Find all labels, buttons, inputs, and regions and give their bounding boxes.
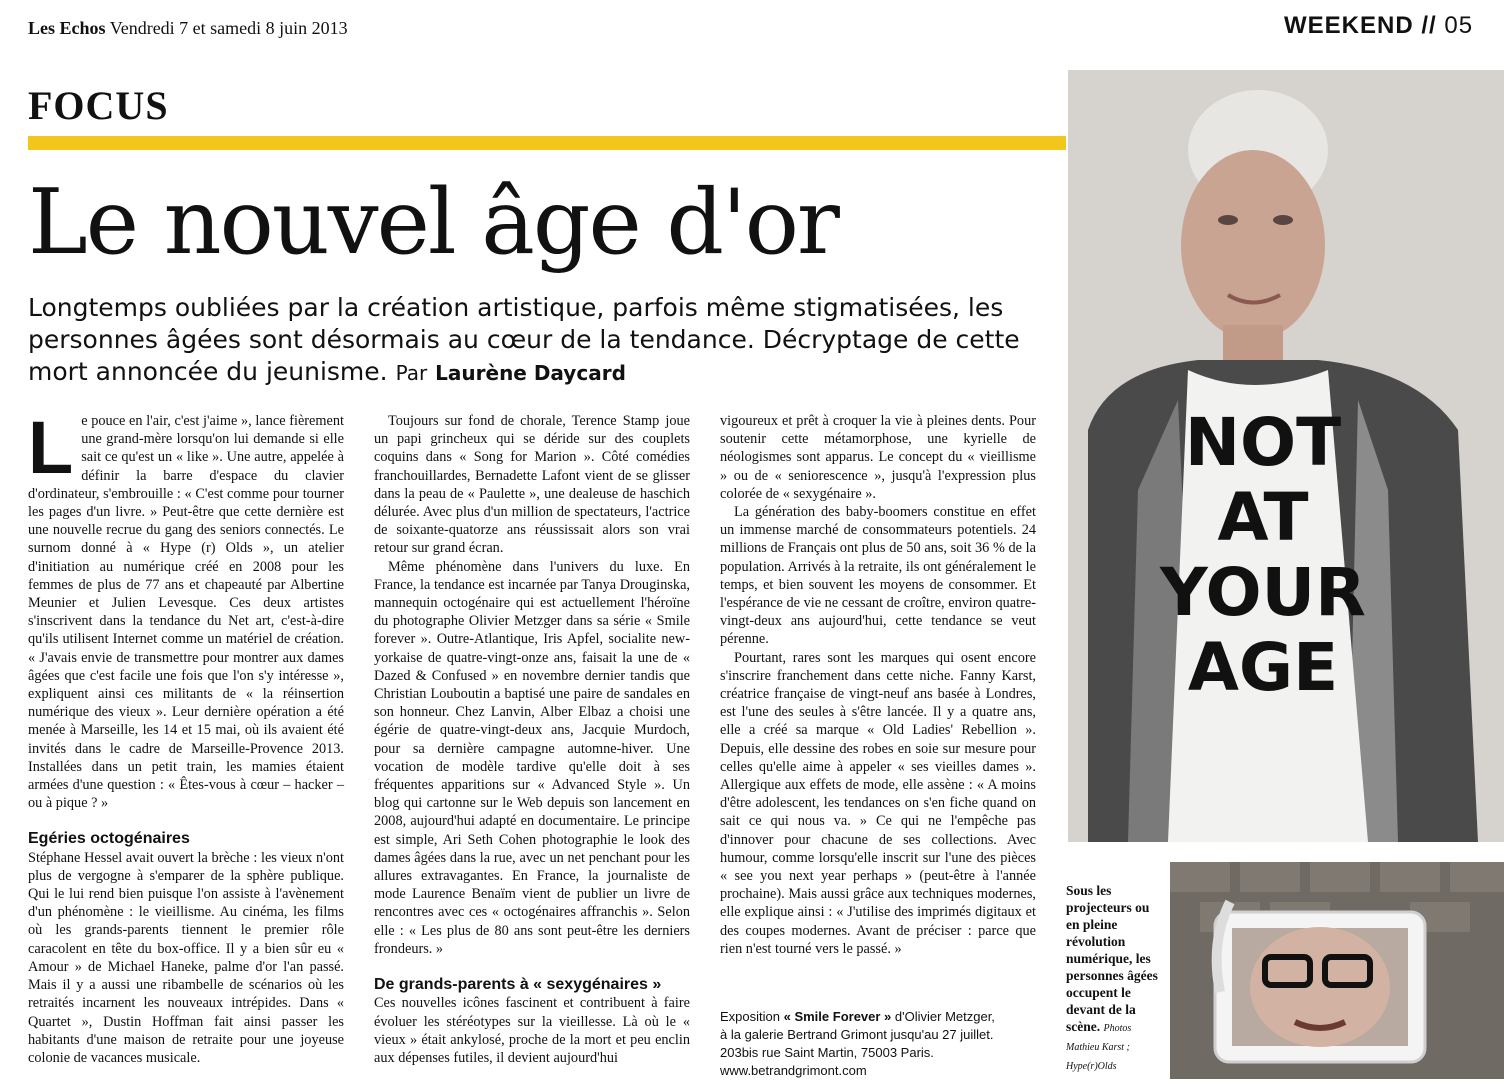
box-text: Exposition xyxy=(720,1009,780,1024)
caption-text: Sous les projecteurs ou en pleine révolution numérique, les personnes âgées occupent le devant de la scène. xyxy=(1066,883,1158,1034)
paragraph: vigoureux et prêt à croquer la vie à pleines dents. Pour soutenir cette métamorphose, une kyrielle de néologismes sont apparus. Le concept du « vieillisme » ou de « seniorescence », jusqu'à l'expression plus colorée de « sexygénaire ». xyxy=(720,413,1036,502)
drop-cap: L xyxy=(28,406,74,489)
article-title: Le nouvel âge d'or xyxy=(28,170,838,275)
photo-credit: Photos Mathieu Karst ; Hype(r)Olds xyxy=(1066,1023,1132,1072)
shirt-text: NOT xyxy=(1184,404,1342,481)
section-header xyxy=(1284,12,1473,40)
column-1 xyxy=(28,406,344,1077)
paper-name: Les Echos xyxy=(28,18,106,38)
photo-woman-tshirt xyxy=(1068,70,1504,842)
shirt-text: AT xyxy=(1217,479,1309,556)
photo-woman-tablet xyxy=(1170,862,1504,1079)
photo-illustration xyxy=(1068,70,1504,842)
photo-caption xyxy=(1066,882,1166,1075)
column-2 xyxy=(374,412,690,1077)
byline-prefix: Par xyxy=(395,361,428,385)
rubric: FOCUS xyxy=(28,83,169,128)
box-text: à la galerie Bertrand Grimont jusqu'au 27 juillet. xyxy=(720,1027,994,1042)
subheading: Egéries octogénaires xyxy=(28,830,190,848)
column-3 xyxy=(720,412,1036,957)
shirt-text: YOUR xyxy=(1160,554,1366,631)
paragraph-text: e pouce en l'air, c'est j'aime », lance fièrement une grand-mère lorsqu'on lui demande si elle sait ce qu'est un « like ». Une autre, appelée à définir la barre d'espace du clavier d'ordinateur, s'embrouille : « C'est comme pour tourner les pages d'un livre. » Peut-être que cette dernière est une nouvelle recrue du gang des seniors connectés. Le surnom donné à « Hype (r) Olds », un atelier d'initiation au numérique créé en 2008 pour les femmes de plus de 77 ans et chapeauté par Albertine Meunier et Julien Levesque. Ces deux artistes s'inscrivent dans la tendance du Net art, c'est-à-dire qu'ils utilisent Internet comme un matériel de création. « J'avais envie de transmettre pour montrer aux dames âgées que c'est facile une fois que l'on s'y intéresse », expliquent ainsi ces militants de « la réinsertion numérique des vieux ». Leur dernière opération a été menée à Marseille, les 14 et 15 mai, où ils avaient été invités dans le cadre de Marseille-Provence 2013. Installées dans un petit train, les mamies étaient armées d'une question : « Êtes-vous à cœur – hacker – ou à pique ? » xyxy=(28,413,344,812)
paragraph: Ces nouvelles icônes fascinent et contribuent à faire évoluer les stéréotypes sur la vieillesse. Là où le « vieux » était ankylosé, proche de la mort et peu enclin aux dépenses futiles, il devient aujourd'hui xyxy=(374,995,690,1066)
box-text: d'Olivier Metzger, xyxy=(894,1009,995,1024)
paragraph: La génération des baby-boomers constitue en effet un immense marché de consommateurs potentiels. 24 millions de Français ont plus de 50 ans, soit 36 % de la population. Arrivés à la retraite, ils ont généralement le temps, et bien souvent les moyens de consommer. Et l'espérance de vie ne cessant de croître, environ quatre-vingt-deux ans aujourd'hui, cette tendance se veut pérenne. xyxy=(720,504,1036,648)
paragraph: Même phénomène dans l'univers du luxe. En France, la tendance est incarnée par Tanya Drouginska, mannequin octogénaire qui est actuellement l'héroïne du photographe Olivier Metzger dans sa série « Smile forever ». Outre-Atlantique, Iris Apfel, socialite new-yorkaise de quatre-vingt-onze ans, faisait la une de « Dazed & Confused » en novembre dernier tandis que Christian Louboutin a baptisé une paire de sandales en son honneur. Chez Lanvin, Alber Elbaz a choisi une égérie de quatre-vingt-deux ans, Jacquie Murdoch, pour sa dernière campagne automne-hiver. Une vocation de modèle tardive qu'elle doit à ses fréquentes apparitions sur « Advanced Style ». Un blog qui cartonne sur le Web depuis son lancement en 2008, aujourd'hui adapté en documentaire. Le principe est simple, Ari Seth Cohen photographie le look des dames âgées dans la rue, avec un net penchant pour les allures extravagantes. En France, la journaliste de mode Laurence Benaïm vient de publier un livre de rencontres avec ces « octogénaires affranchis ». Selon elle : « Les plus de 80 ans sont peut-être les derniers frondeurs. » xyxy=(374,558,690,957)
yellow-rule xyxy=(28,136,1066,150)
section-sep: // xyxy=(1421,12,1437,39)
box-exhibition-name: « Smile Forever » xyxy=(783,1009,892,1024)
issue-date: Vendredi 7 et samedi 8 juin 2013 xyxy=(109,18,348,38)
paragraph: Toujours sur fond de chorale, Terence Stamp joue un papi grincheux qui se déride sur des couplets coquins dans « Song for Marion ». Côté comédies franchouillardes, Bernadette Lafont vient de se glisser dans la peau de « Paulette », une dealeuse de haschich délurée. Avec plus d'un million de spectateurs, l'actrice de soixante-quatorze ans réussissait alors son vrai retour sur grand écran. xyxy=(374,413,690,557)
paragraph: Stéphane Hessel avait ouvert la brèche : les vieux n'ont plus de vergogne à s'emparer de la sphère publique. Qui le lui rend bien puisque l'on assiste à l'avènement d'un phénomène : le vieillisme. Au cinéma, les films où les grands-parents tiennent le premier rôle caracolent en tête du box-office. Il y a bien sûr eu « Amour » de Michael Haneke, palme d'or l'an passé. Mais il y a aussi une ribambelle de scénarios où les retraités incarnent les nouveaux intrépides. Dans « Quartet », Dustin Hoffman fait ainsi passer les habitants d'une maison de retraite pour une joyeuse colonie de vacances musicale. xyxy=(28,849,344,1066)
photo-illustration-2 xyxy=(1170,862,1504,1079)
box-address: 203bis rue Saint Martin, 75003 Paris. xyxy=(720,1045,934,1060)
shirt-text: AGE xyxy=(1187,629,1339,706)
section-name: WEEKEND xyxy=(1284,12,1414,39)
subheading: De grands-parents à « sexygénaires » xyxy=(374,976,662,994)
exhibition-box xyxy=(720,1008,1050,1080)
box-website-link[interactable]: www.betrandgrimont.com xyxy=(720,1063,867,1078)
masthead xyxy=(28,18,348,39)
lede-text: Longtemps oubliées par la création artistique, parfois même stigmatisées, les personnes âgées sont désormais au cœur de la tendance. Décryptage de cette mort annoncée du jeunisme. xyxy=(28,293,1020,386)
paragraph: Pourtant, rares sont les marques qui osent encore s'inscrire franchement dans cette niche. Fanny Karst, créatrice française de vingt-neuf ans basée à Londres, est l'une des seules à s'être lancée. Il y a quatre ans, elle a créé sa marque « Old Ladies' Rebellion ». Depuis, elle dessine des robes en soie sur mesure pour celles qu'elle aime à appeler « ses vieilles dames ». Allergique aux effets de mode, elle assène : « A moins d'être adolescent, les tendances on s'en fiche quand on sait ce qui nous va. » Ce qui ne l'empêche pas d'innover pour chacune de ses collections. Avec humour, comme lorsqu'elle inscrit sur l'une des pièces « see you next year perhaps » (peut-être à l'année prochaine). Mais aussi grâce aux techniques modernes, elle explique ainsi : « J'utilise des imprimés digitaux et des coupes modernes. Avant de préciser : parce que rien n'est tourné vers le passé. » xyxy=(720,649,1036,957)
author: Laurène Daycard xyxy=(435,361,626,385)
page-number: 05 xyxy=(1444,12,1474,39)
paragraph xyxy=(28,406,344,812)
lede xyxy=(28,292,1058,389)
